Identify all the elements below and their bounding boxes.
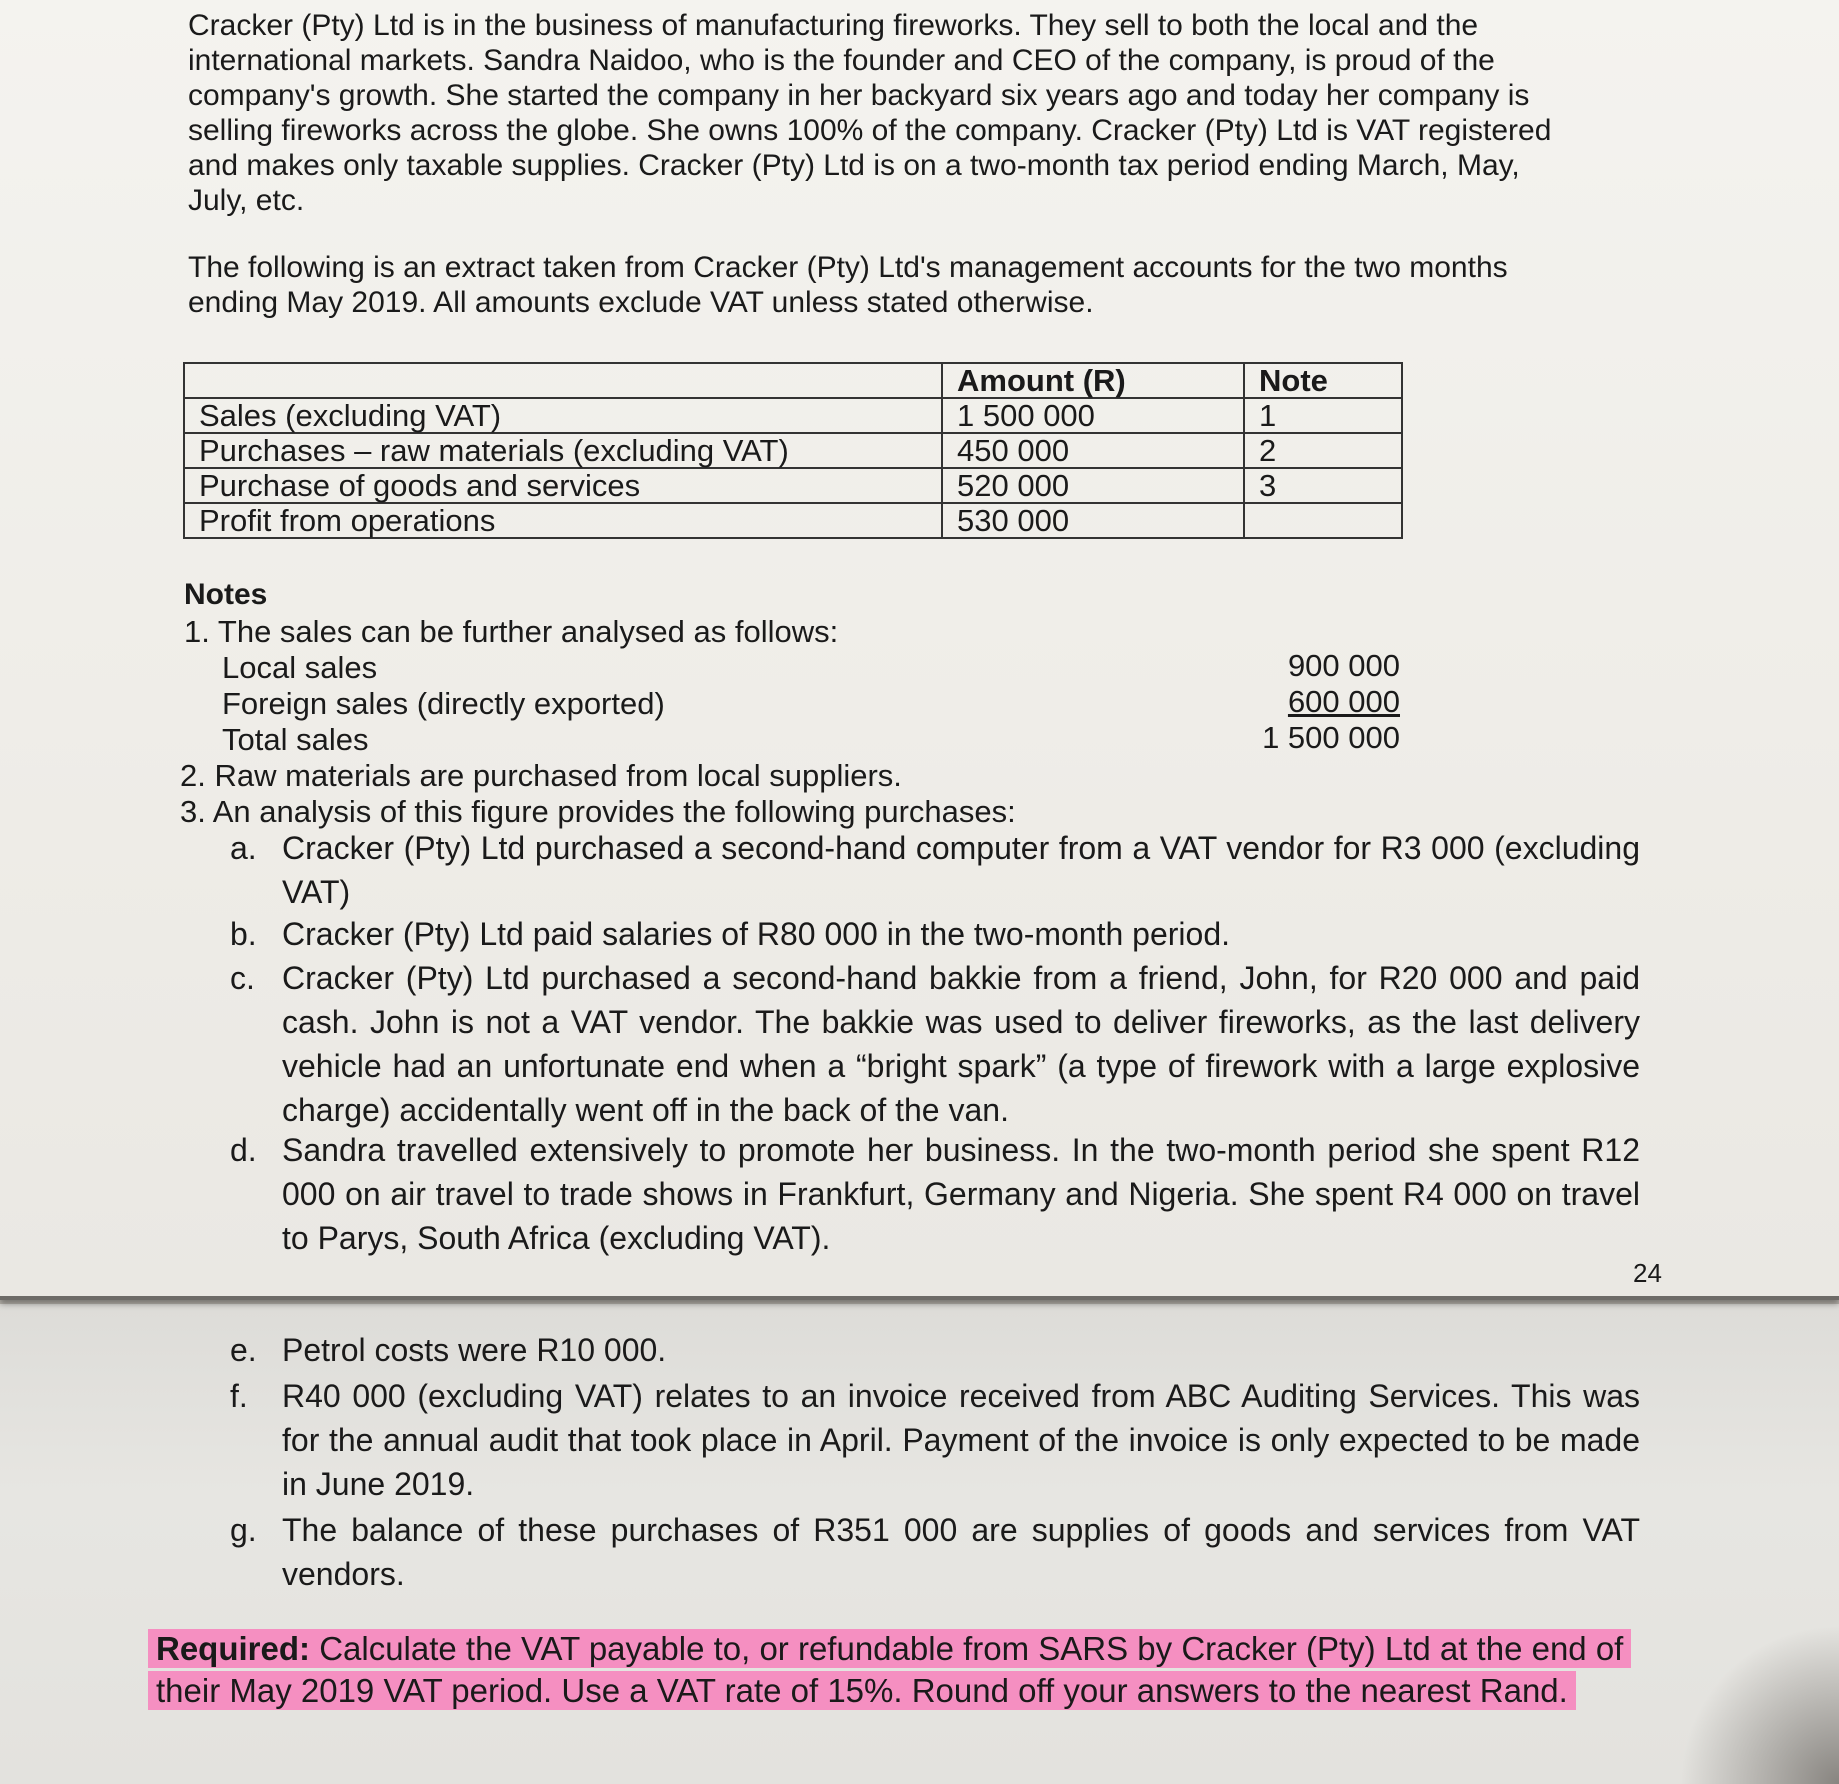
note-1: 1. The sales can be further analysed as follows: xyxy=(184,614,839,649)
note-3: 3. An analysis of this figure provides the following purchases: xyxy=(180,794,1016,829)
total-sales-label: Total sales xyxy=(222,722,369,757)
table-cell: 520 000 xyxy=(942,468,1244,503)
foreign-sales-label: Foreign sales (directly exported) xyxy=(222,686,665,721)
notes-heading: Notes xyxy=(184,578,268,611)
page-number: 24 xyxy=(1633,1258,1662,1288)
item-letter: d. xyxy=(230,1132,257,1168)
item-letter: a. xyxy=(230,830,257,866)
local-sales-label: Local sales xyxy=(222,650,378,685)
item-text: Sandra travelled extensively to promote her business. In the two-month period she spent R12 000 on air travel to trade shows in Frankfurt, Germany and Nigeria. She spent R4 000 on travel to Parys, South Africa (excluding VAT). xyxy=(282,1132,1640,1256)
table-cell: 450 000 xyxy=(942,433,1244,468)
list-item xyxy=(230,826,1640,914)
list-item xyxy=(230,1508,1640,1596)
table-cell xyxy=(1244,503,1402,538)
required-instruction xyxy=(148,1628,1693,1712)
shadow xyxy=(1679,1624,1839,1784)
item-letter: f. xyxy=(230,1378,248,1414)
table-row xyxy=(184,433,1402,468)
table-cell: 530 000 xyxy=(942,503,1244,538)
list-item xyxy=(230,956,1640,1132)
table-row xyxy=(184,503,1402,538)
note-2: 2. Raw materials are purchased from local suppliers. xyxy=(180,758,902,793)
intro-paragraph: Cracker (Pty) Ltd is in the business of manufacturing fireworks. They sell to both the local and the international markets. Sandra Naidoo, who is the founder and CEO of the company, is proud of the company's growth. She started the company in her backyard six years ago and today her company is selling fireworks across the globe. She owns 100% of the company. Cracker (Pty) Ltd is VAT registered and makes only taxable supplies. Cracker (Pty) Ltd is on a two-month tax period ending March, May, July, etc. xyxy=(188,9,1552,217)
item-text: Cracker (Pty) Ltd purchased a second-hand computer from a VAT vendor for R3 000 (excluding VAT) xyxy=(282,830,1640,910)
required-text: Calculate the VAT payable to, or refundable from SARS by Cracker (Pty) Ltd at the end of their May 2019 VAT period. Use a VAT rate of 15%. Round off your answers to the nearest Rand. xyxy=(156,1630,1624,1709)
item-text: The balance of these purchases of R351 000 are supplies of goods and services from VAT vendors. xyxy=(282,1512,1640,1592)
table-header-cell xyxy=(184,363,942,398)
highlighted-text xyxy=(148,1629,1631,1710)
table-cell: 2 xyxy=(1244,433,1402,468)
table-cell: Sales (excluding VAT) xyxy=(184,398,942,433)
item-letter: c. xyxy=(230,960,255,996)
table-cell: 3 xyxy=(1244,468,1402,503)
page-sheet-bottom xyxy=(0,1304,1839,1784)
required-label: Required: xyxy=(156,1630,311,1667)
table-cell: 1 500 000 xyxy=(942,398,1244,433)
item-text: Cracker (Pty) Ltd paid salaries of R80 000 in the two-month period. xyxy=(282,916,1231,952)
table-header-row xyxy=(184,363,1402,398)
management-accounts-table xyxy=(183,362,1403,539)
item-letter: e. xyxy=(230,1332,257,1368)
list-item xyxy=(230,1128,1640,1260)
table-cell: Profit from operations xyxy=(184,503,942,538)
item-letter: b. xyxy=(230,916,257,952)
item-text: Petrol costs were R10 000. xyxy=(282,1332,667,1368)
list-item xyxy=(230,912,1640,956)
table-cell: Purchase of goods and services xyxy=(184,468,942,503)
total-sales-amount: 1 500 000 xyxy=(1262,720,1400,755)
table-cell: 1 xyxy=(1244,398,1402,433)
foreign-sales-amount: 600 000 xyxy=(1287,684,1400,719)
local-sales-amount: 900 000 xyxy=(1287,648,1400,683)
table-header-cell: Note xyxy=(1244,363,1402,398)
table-cell: Purchases – raw materials (excluding VAT) xyxy=(184,433,942,468)
table-header-cell: Amount (R) xyxy=(942,363,1244,398)
extract-intro-paragraph: The following is an extract taken from Cracker (Pty) Ltd's management accounts for the two months ending May 2019. All amounts exclude VAT unless stated otherwise. xyxy=(188,251,1508,319)
item-letter: g. xyxy=(230,1512,257,1548)
item-text: R40 000 (excluding VAT) relates to an invoice received from ABC Auditing Services. This was for the annual audit that took place in April. Payment of the invoice is only expected to be made in June 2019. xyxy=(282,1378,1640,1502)
list-item xyxy=(230,1328,1640,1372)
list-item xyxy=(230,1374,1640,1506)
table-row xyxy=(184,398,1402,433)
item-text: Cracker (Pty) Ltd purchased a second-hand bakkie from a friend, John, for R20 000 and paid cash. John is not a VAT vendor. The bakkie was used to deliver fireworks, as the last delivery vehicle had an unfortunate end when a “bright spark” (a type of firework with a large explosive charge) accidentally went off in the back of the van. xyxy=(282,960,1640,1128)
table-row xyxy=(184,468,1402,503)
